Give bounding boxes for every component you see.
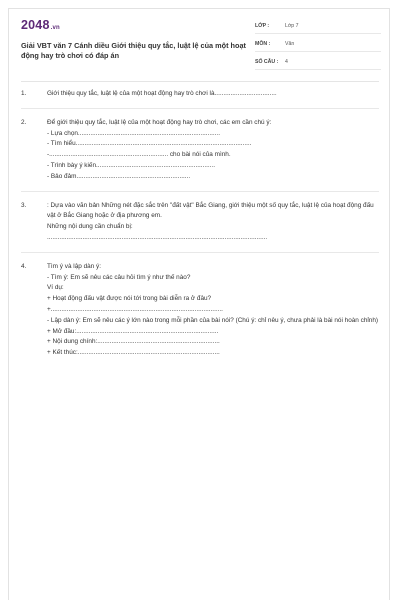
- meta-key: LỚP :: [255, 22, 270, 29]
- questions-list: [21, 89, 379, 359]
- question-divider: [21, 108, 379, 109]
- question-divider: [21, 191, 379, 192]
- question-line: + Mở đầu:................................................................................: [47, 327, 219, 335]
- question-line: - Trình bày ý kiến...................................................................: [47, 161, 215, 169]
- site-logo[interactable]: [21, 18, 60, 32]
- question-line: Để giới thiệu quy tắc, luật lệ của một hoạt động hay trò chơi, các em cần chú ý:: [47, 118, 272, 126]
- question-3: [21, 201, 379, 244]
- meta-key: SỐ CÂU :: [255, 58, 279, 65]
- meta-row-count: [255, 54, 381, 70]
- question-line: Ví dụ:: [47, 284, 64, 292]
- question-number: 2.: [21, 118, 27, 126]
- question-line: -................................................................... cho bài nói của mình.: [47, 151, 231, 159]
- header-divider: [21, 81, 379, 82]
- document-title: Giải VBT văn 7 Cánh diều Giới thiệu quy tắc, luật lệ của một hoạt động hay trò chơi có đáp án: [21, 41, 246, 60]
- worksheet-header: [9, 9, 391, 79]
- question-line: - Lập dàn ý: Em sẽ nêu các ý lớn nào trong mỗi phần của bài nói? (Chú ý: chỉ nêu ý, chưa phải là bài nói hoàn chỉnh): [47, 316, 379, 324]
- question-line: + Hoạt động đấu vật được nói tới trong bài diễn ra ở đâu?: [47, 295, 212, 303]
- question-line: Giới thiệu quy tắc, luật lệ của một hoạt động hay trò chơi là...................................: [47, 90, 277, 97]
- question-number: 3.: [21, 201, 27, 209]
- worksheet: [8, 8, 390, 600]
- question-line: - Tìm ý: Em sẽ nêu các câu hỏi tìm ý như thế nào?: [47, 273, 191, 281]
- meta-value: Lớp 7: [285, 22, 299, 29]
- meta-row-subject: [255, 36, 381, 52]
- question-4: [21, 262, 379, 359]
- question-line: + Kết thúc:................................................................................: [47, 349, 220, 357]
- question-1: [21, 89, 379, 100]
- question-line: Tìm ý và lập dàn ý:: [47, 262, 101, 270]
- question-line: - Tìm hiểu...................................................................................................: [47, 140, 252, 148]
- question-line: Những nội dung cần chuẩn bị:: [47, 223, 133, 231]
- question-divider: [21, 252, 379, 253]
- question-2: [21, 118, 379, 183]
- meta-value: 4: [285, 58, 288, 65]
- question-line: : Dựa vào văn bản Những nét đặc sắc trên "đất vật" Bắc Giang, giới thiệu một số quy tắc, luật lệ của hoạt động đấu vật ở Bắc Giang hoặc ở địa phương em.: [47, 201, 374, 220]
- question-number: 4.: [21, 262, 27, 270]
- meta-table: [255, 18, 381, 72]
- logo-text: 2048: [21, 18, 50, 32]
- meta-value: Văn: [285, 40, 295, 47]
- question-line: - Bảo đảm................................................................: [47, 172, 191, 180]
- question-line: ............................................................................................................................: [47, 233, 268, 241]
- question-number: 1.: [21, 90, 27, 97]
- question-line: +.................................................................................................: [47, 305, 223, 313]
- meta-key: MÔN :: [255, 40, 271, 47]
- logo-tld: .vn: [50, 25, 60, 31]
- question-line: - Lựa chọn................................................................................: [47, 129, 220, 137]
- question-line: + Nội dung chính:.....................................................................: [47, 338, 220, 346]
- meta-row-class: [255, 18, 381, 34]
